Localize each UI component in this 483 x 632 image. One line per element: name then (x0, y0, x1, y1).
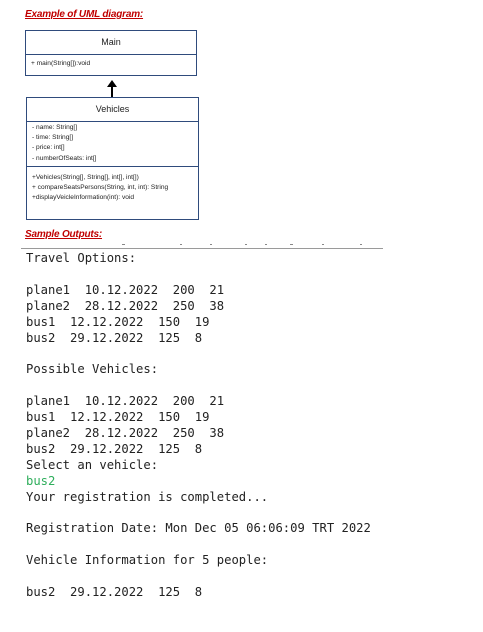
console-line (26, 537, 371, 553)
console-line: plane1 10.12.2022 200 21 (26, 282, 225, 297)
console-line: bus2 29.12.2022 125 8 (26, 585, 203, 600)
console-line: bus2 29.12.2022 125 8 (26, 441, 203, 456)
main-class-name: Main (26, 31, 196, 55)
console-output (26, 251, 371, 601)
vehicles-method: +Vehicles(String[], String[], int[], int[]) (32, 173, 139, 181)
console-line (26, 346, 371, 362)
vehicles-attribute: - time: String[] (32, 134, 74, 142)
console-line: bus1 12.12.2022 150 19 (26, 410, 210, 425)
vehicles-attribute: - price: int[] (32, 144, 65, 152)
uml-heading: Example of UML diagram: (25, 9, 144, 20)
console-line: plane2 28.12.2022 250 38 (26, 298, 225, 313)
vehicles-methods (27, 167, 198, 204)
console-line: bus1 12.12.2022 150 19 (26, 314, 210, 329)
console-line: plane2 28.12.2022 250 38 (26, 425, 225, 440)
console-line: Possible Vehicles: (26, 362, 159, 377)
main-class-methods (26, 55, 196, 69)
main-class-box (25, 30, 197, 76)
vehicles-attributes (27, 122, 198, 167)
console-line (26, 506, 371, 522)
arrow-head-icon (107, 80, 117, 87)
outputs-heading: Sample Outputs: (25, 229, 103, 240)
console-line: Vehicle Information for 5 people: (26, 553, 269, 568)
vehicles-attribute: - numberOfSeats: int[] (32, 154, 97, 162)
console-line: bus2 29.12.2022 125 8 (26, 330, 203, 345)
console-line (26, 267, 371, 283)
console-line (26, 378, 371, 394)
clipped-text-row (60, 243, 365, 247)
console-line: Your registration is completed... (26, 489, 269, 504)
vehicles-class-box (26, 97, 199, 220)
console-line (26, 569, 371, 585)
console-line: Select an vehicle: (26, 457, 159, 472)
console-line: Travel Options: (26, 251, 137, 265)
vehicles-method: + compareSeatsPersons(String, int, int): String (32, 184, 169, 192)
vehicles-method: +displayVeicleInformation(int): void (32, 194, 135, 202)
vehicles-attribute: - name: String[] (32, 124, 78, 131)
vehicles-class-name: Vehicles (27, 98, 198, 122)
console-line: Registration Date: Mon Dec 05 06:06:09 TRT 2022 (26, 521, 371, 536)
main-method: + main(String[]):void (31, 60, 91, 67)
console-input-line: bus2 (26, 473, 56, 488)
console-line: plane1 10.12.2022 200 21 (26, 394, 225, 409)
